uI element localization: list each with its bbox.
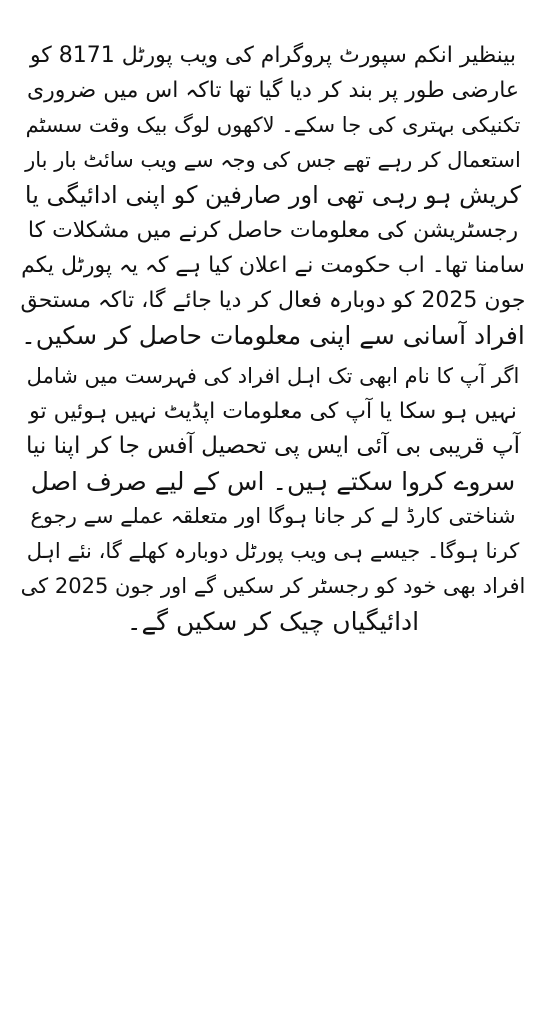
text-line: نہیں ہو سکا یا آپ کی معلومات اپڈیٹ نہیں ہوئیں تو (29, 399, 517, 424)
text-line: اگر آپ کا نام ابھی تک اہل افراد کی فہرست میں شامل (26, 364, 520, 388)
text-line: ادائیگیاں چیک کر سکیں گے۔ (126, 607, 420, 636)
text-line: جون 2025 کو دوبارہ فعال کر دیا جائے گا، تاکہ مستحق (20, 288, 526, 313)
text-line: استعمال کر رہے تھے جس کی وجہ سے ویب سائٹ بار بار (25, 148, 521, 172)
text-line: سروے کروا سکتے ہیں۔ اس کے لیے صرف اصل (30, 467, 516, 496)
text-line: کریش ہو رہی تھی اور صارفین کو اپنی ادائیگی یا (24, 181, 522, 209)
paragraph-1 (20, 38, 526, 353)
text-line: سامنا تھا۔ اب حکومت نے اعلان کیا ہے کہ یہ پورٹل یکم (21, 253, 525, 278)
text-line: عارضی طور پر بند کر دیا گیا تھا تاکہ اس میں ضروری (26, 78, 520, 103)
text-line: افراد آسانی سے اپنی معلومات حاصل کر سکیں۔ (21, 321, 525, 350)
text-line: رجسٹریشن کی معلومات حاصل کرنے میں مشکلات کا (27, 218, 519, 243)
text-line: تکنیکی بہتری کی جا سکے۔ لاکھوں لوگ بیک وقت سسٹم (25, 113, 521, 137)
text-line: افراد بھی خود کو رجسٹر کر سکیں گے اور جون 2025 کی (20, 574, 526, 598)
text-line: بینظیر انکم سپورٹ پروگرام کی ویب پورٹل 8171 کو (29, 43, 517, 68)
paragraph-2 (20, 359, 526, 639)
text-line: کرنا ہوگا۔ جیسے ہی ویب پورٹل دوبارہ کھلے گا، نئے اہل (26, 539, 520, 563)
article-body (20, 38, 526, 639)
text-line: آپ قریبی بی آئی ایس پی تحصیل آفس جا کر اپنا نیا (25, 433, 521, 459)
text-line: شناختی کارڈ لے کر جانا ہوگا اور متعلقہ عملے سے رجوع (30, 504, 516, 528)
